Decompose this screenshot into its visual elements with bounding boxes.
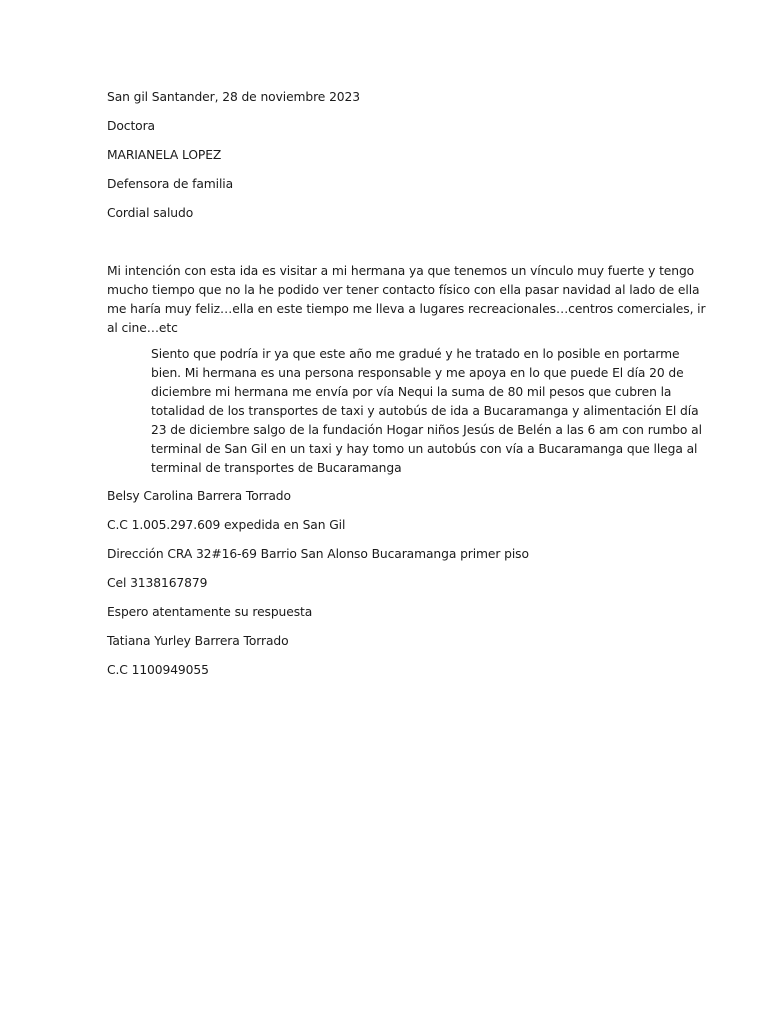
indented-paragraph-line: terminal de transportes de Bucaramanga xyxy=(151,461,402,475)
body-paragraph-line: al cine…etc xyxy=(107,321,178,335)
indented-paragraph-line: diciembre mi hermana me envía por vía Nequi la suma de 80 mil pesos que cubren la xyxy=(151,385,672,399)
sender-name: Belsy Carolina Barrera Torrado xyxy=(107,489,291,503)
sender-phone: Cel 3138167879 xyxy=(107,576,208,590)
indented-paragraph-line: terminal de San Gil en un taxi y hay tomo un autobús con vía a Bucaramanga que llega al xyxy=(151,442,698,456)
recipient-name: MARIANELA LOPEZ xyxy=(107,148,222,162)
indented-paragraph-line: 23 de diciembre salgo de la fundación Hogar niños Jesús de Belén a las 6 am con rumbo al xyxy=(151,423,702,437)
place-date: San gil Santander, 28 de noviembre 2023 xyxy=(107,90,360,104)
indented-paragraph xyxy=(151,345,702,478)
paragraph-spacer xyxy=(107,233,662,262)
recipient-title: Doctora xyxy=(107,119,155,133)
indented-paragraph-line: Siento que podría ir ya que este año me gradué y he tratado en lo posible en portarme xyxy=(151,347,680,361)
body-paragraph-line: Mi intención con esta ida es visitar a mi hermana ya que tenemos un vínculo muy fuerte y tengo xyxy=(107,264,695,278)
body-paragraph-line: mucho tiempo que no la he podido ver tener contacto físico con ella pasar navidad al lado de ella xyxy=(107,283,700,297)
recipient-role: Defensora de familia xyxy=(107,177,234,191)
sender-address: Dirección CRA 32#16-69 Barrio San Alonso Bucaramanga primer piso xyxy=(107,547,529,561)
closing: Espero atentamente su respuesta xyxy=(107,605,313,619)
indented-paragraph-line: totalidad de los transportes de taxi y autobús de ida a Bucaramanga y alimentación El día xyxy=(151,404,699,418)
greeting: Cordial saludo xyxy=(107,206,194,220)
signer-id: C.C 1100949055 xyxy=(107,663,209,677)
body-paragraph xyxy=(107,262,706,338)
signer-name: Tatiana Yurley Barrera Torrado xyxy=(107,634,289,648)
indented-paragraph-line: bien. Mi hermana es una persona responsable y me apoya en lo que puede El día 20 de xyxy=(151,366,684,380)
body-paragraph-line: me haría muy feliz…ella en este tiempo me lleva a lugares recreacionales…centros comerciales, ir xyxy=(107,302,706,316)
sender-id: C.C 1.005.297.609 expedida en San Gil xyxy=(107,518,346,532)
letter-page xyxy=(107,88,706,690)
